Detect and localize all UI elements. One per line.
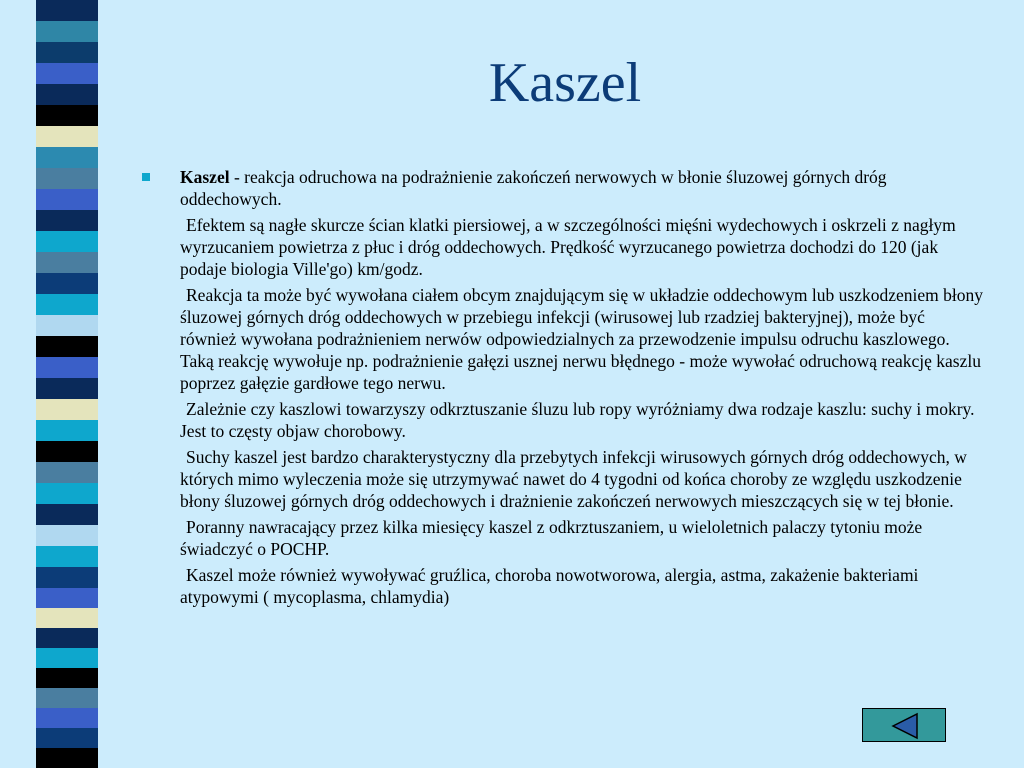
decorative-stripe bbox=[36, 168, 98, 189]
decorative-stripe bbox=[36, 462, 98, 483]
triangle-left-icon bbox=[863, 709, 947, 743]
decorative-stripe bbox=[36, 588, 98, 608]
decorative-stripe bbox=[36, 668, 98, 688]
decorative-stripe bbox=[36, 648, 98, 668]
decorative-stripe bbox=[36, 63, 98, 84]
decorative-stripe bbox=[36, 84, 98, 105]
term-definition: - reakcja odruchowa na podrażnienie zakończeń nerwowych w błonie śluzowej górnych dróg oddechowych. bbox=[180, 167, 887, 209]
decorative-stripe bbox=[36, 231, 98, 252]
decorative-stripe bbox=[36, 483, 98, 504]
body-paragraph: Poranny nawracający przez kilka miesięcy kaszel z odkrztuszaniem, u wieloletnich palaczy tytoniu może świadczyć o POCHP. bbox=[180, 517, 923, 559]
decorative-stripe bbox=[36, 504, 98, 525]
decorative-stripe bbox=[36, 688, 98, 708]
decorative-stripe bbox=[36, 147, 98, 168]
decorative-stripe bbox=[36, 441, 98, 462]
decorative-stripe bbox=[36, 708, 98, 728]
decorative-stripe bbox=[36, 0, 98, 21]
body-paragraph: Kaszel może również wywoływać gruźlica, choroba nowotworowa, alergia, astma, zakażenie bakteriami atypowymi ( mycoplasma, chlamydia) bbox=[180, 565, 919, 607]
decorative-stripe bbox=[36, 378, 98, 399]
decorative-stripe bbox=[36, 210, 98, 231]
decorative-stripe bbox=[36, 420, 98, 441]
definition-paragraph bbox=[180, 166, 985, 210]
decorative-stripe bbox=[36, 273, 98, 294]
decorative-stripe-band bbox=[0, 0, 120, 768]
decorative-stripe bbox=[36, 608, 98, 628]
decorative-stripe bbox=[36, 628, 98, 648]
term-heading: Kaszel bbox=[180, 167, 230, 187]
decorative-stripe bbox=[36, 42, 98, 63]
decorative-stripe bbox=[36, 252, 98, 273]
decorative-stripe bbox=[36, 399, 98, 420]
decorative-stripe bbox=[36, 748, 98, 768]
decorative-stripe bbox=[36, 189, 98, 210]
bullet-square-icon bbox=[142, 173, 150, 181]
body-paragraph: Suchy kaszel jest bardzo charakterystyczny dla przebytych infekcji wirusowych górnych dróg oddechowych, w których mimo wyleczenia może się utrzymywać nawet do 4 tygodni od końca choroby ze względu uszkodzenie błony śluzowej górnych dróg oddechowych i drażnienie zakończeń nerwowych mieszczących się w tej błonie. bbox=[180, 447, 967, 511]
decorative-stripe bbox=[36, 567, 98, 588]
decorative-stripe bbox=[36, 21, 98, 42]
decorative-stripe bbox=[36, 728, 98, 748]
decorative-stripe bbox=[36, 546, 98, 567]
slide-title: Kaszel bbox=[488, 52, 642, 114]
decorative-stripe bbox=[36, 105, 98, 126]
decorative-stripe bbox=[36, 126, 98, 147]
body-paragraph: Zależnie czy kaszlowi towarzyszy odkrztuszanie śluzu lub ropy wyróżniamy dwa rodzaje kaszlu: suchy i mokry. Jest to częsty objaw chorobowy. bbox=[180, 399, 975, 441]
decorative-stripe bbox=[36, 315, 98, 336]
decorative-stripe bbox=[36, 357, 98, 378]
slide-body bbox=[180, 166, 985, 612]
decorative-stripe bbox=[36, 336, 98, 357]
decorative-stripe bbox=[36, 525, 98, 546]
body-paragraph: Efektem są nagłe skurcze ścian klatki piersiowej, a w szczególności mięśni wydechowych i oskrzeli z nagłym wyrzucaniem powietrza z płuc i dróg oddechowych. Prędkość wyrzucanego powietrza dochodzi do 120 (jak podaje biologia Ville'go) km/godz. bbox=[180, 215, 956, 279]
back-button[interactable] bbox=[862, 708, 946, 742]
decorative-stripe bbox=[36, 294, 98, 315]
decorative-stripes bbox=[36, 0, 98, 768]
body-paragraph: Reakcja ta może być wywołana ciałem obcym znajdującym się w układzie oddechowym lub uszkodzeniem błony śluzowej górnych dróg oddechowych w przebiegu infekcji (wirusowej lub rzadziej bakteryjnej), może być również wywołana podrażnieniem nerwów odpowiedzialnych za przewodzenie impulsu odruchu kaszlowego. Taką reakcję wywołuje np. podrażnienie gałęzi usznej nerwu błędnego - może wywołać odruchową reakcję kaszlu poprzez gałęzie gardłowe tego nerwu. bbox=[180, 285, 983, 393]
